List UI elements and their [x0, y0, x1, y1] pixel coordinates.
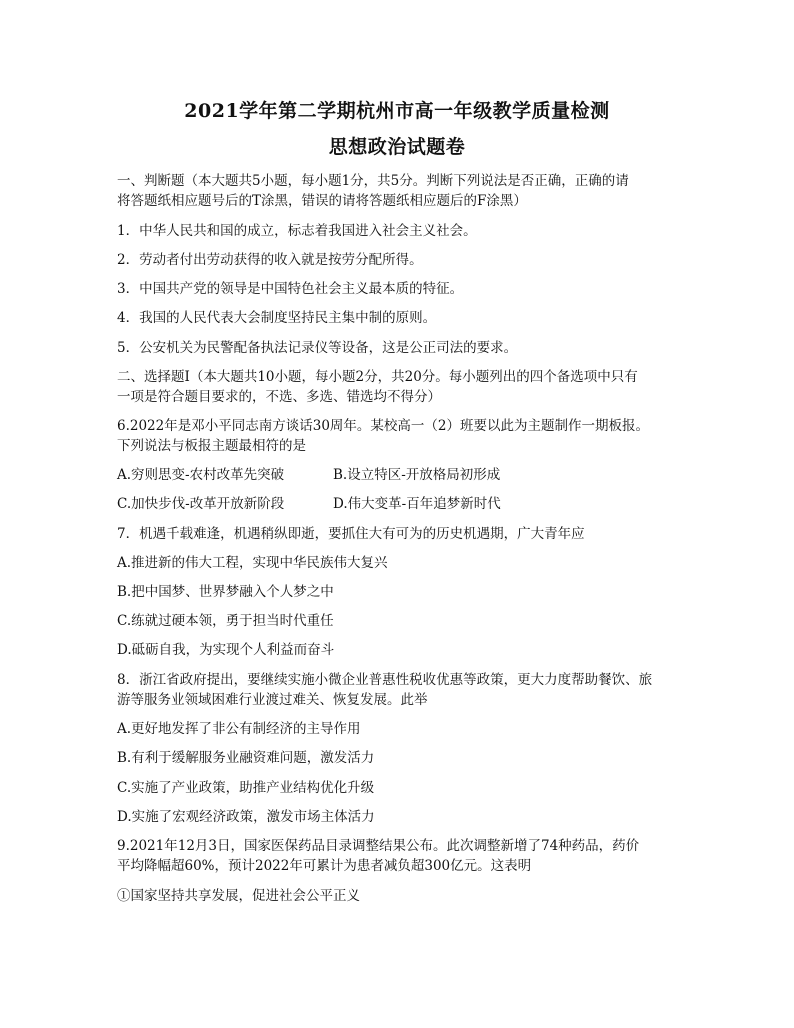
q7-option-a: A.推进新的伟大工程，实现中华民族伟大复兴: [117, 555, 388, 571]
section2-header-line2: 一项是符合题目要求的，不选、多选、错选均不得分）: [117, 389, 441, 405]
q9-stem-line2: 平均降幅超60%，预计2022年可累计为患者减负超300亿元。这表明: [117, 858, 532, 874]
page-subtitle: 思想政治试题卷: [328, 136, 466, 158]
q6-option-d: D.伟大变革-百年追梦新时代: [333, 496, 501, 512]
q8-option-c: C.实施了产业政策，助推产业结构优化升级: [117, 780, 375, 796]
q8-option-b: B.有利于缓解服务业融资难问题，激发活力: [117, 750, 375, 766]
judgment-item-4: 4．我国的人民代表大会制度坚持民主集中制的原则。: [117, 310, 437, 326]
q7-stem: 7．机遇千载难逢，机遇稍纵即逝，要抓住大有可为的历史机遇期，广大青年应: [117, 526, 585, 542]
q9-item-1: ①国家坚持共享发展，促进社会公平正义: [117, 888, 360, 904]
q9-stem-line1: 9.2021年12月3日，国家医保药品目录调整结果公布。此次调整新增了74种药品，药价: [117, 838, 640, 854]
q7-option-c: C.练就过硬本领，勇于担当时代重任: [117, 613, 334, 629]
q8-option-d: D.实施了宏观经济政策，激发市场主体活力: [117, 809, 375, 825]
q6-option-a: A.穷则思变-农村改革先突破: [117, 467, 285, 483]
section2-header-line1: 二、选择题Ⅰ（本大题共10小题，每小题2分，共20分。每小题列出的四个备选项中只有: [117, 369, 638, 385]
section1-header-line1: 一、判断题（本大题共5小题，每小题1分，共5分。判断下列说法是否正确，正确的请: [117, 173, 629, 189]
q8-stem-line2: 游等服务业领域困难行业渡过难关、恢复发展。此举: [117, 692, 428, 708]
judgment-item-2: 2．劳动者付出劳动获得的收入就是按劳分配所得。: [117, 252, 423, 268]
q6-stem-line2: 下列说法与板报主题最相符的是: [117, 438, 306, 454]
q6-stem-line1: 6.2022年是邓小平同志南方谈话30周年。某校高一（2）班要以此为主题制作一期板报。: [117, 418, 650, 434]
q8-option-a: A.更好地发挥了非公有制经济的主导作用: [117, 721, 361, 737]
judgment-item-5: 5．公安机关为民警配备执法记录仪等设备，这是公正司法的要求。: [117, 340, 518, 356]
section1-header-line2: 将答题纸相应题号后的T涂黑，错误的请将答题纸相应题后的F涂黑）: [117, 193, 527, 209]
q8-stem-line1: 8．浙江省政府提出，要继续实施小微企业普惠性税收优惠等政策，更大力度帮助餐饮、旅: [117, 672, 653, 688]
judgment-item-3: 3．中国共产党的领导是中国特色社会主义最本质的特征。: [117, 281, 464, 297]
page-title: 2021学年第二学期杭州市高一年级教学质量检测: [184, 100, 610, 122]
q7-option-b: B.把中国梦、世界梦融入个人梦之中: [117, 584, 334, 600]
q6-option-c: C.加快步伐-改革开放新阶段: [117, 496, 285, 512]
judgment-item-1: 1．中华人民共和国的成立，标志着我国进入社会主义社会。: [117, 223, 477, 239]
q7-option-d: D.砥砺自我，为实现个人利益而奋斗: [117, 642, 335, 658]
q6-option-b: B.设立特区-开放格局初形成: [333, 467, 501, 483]
